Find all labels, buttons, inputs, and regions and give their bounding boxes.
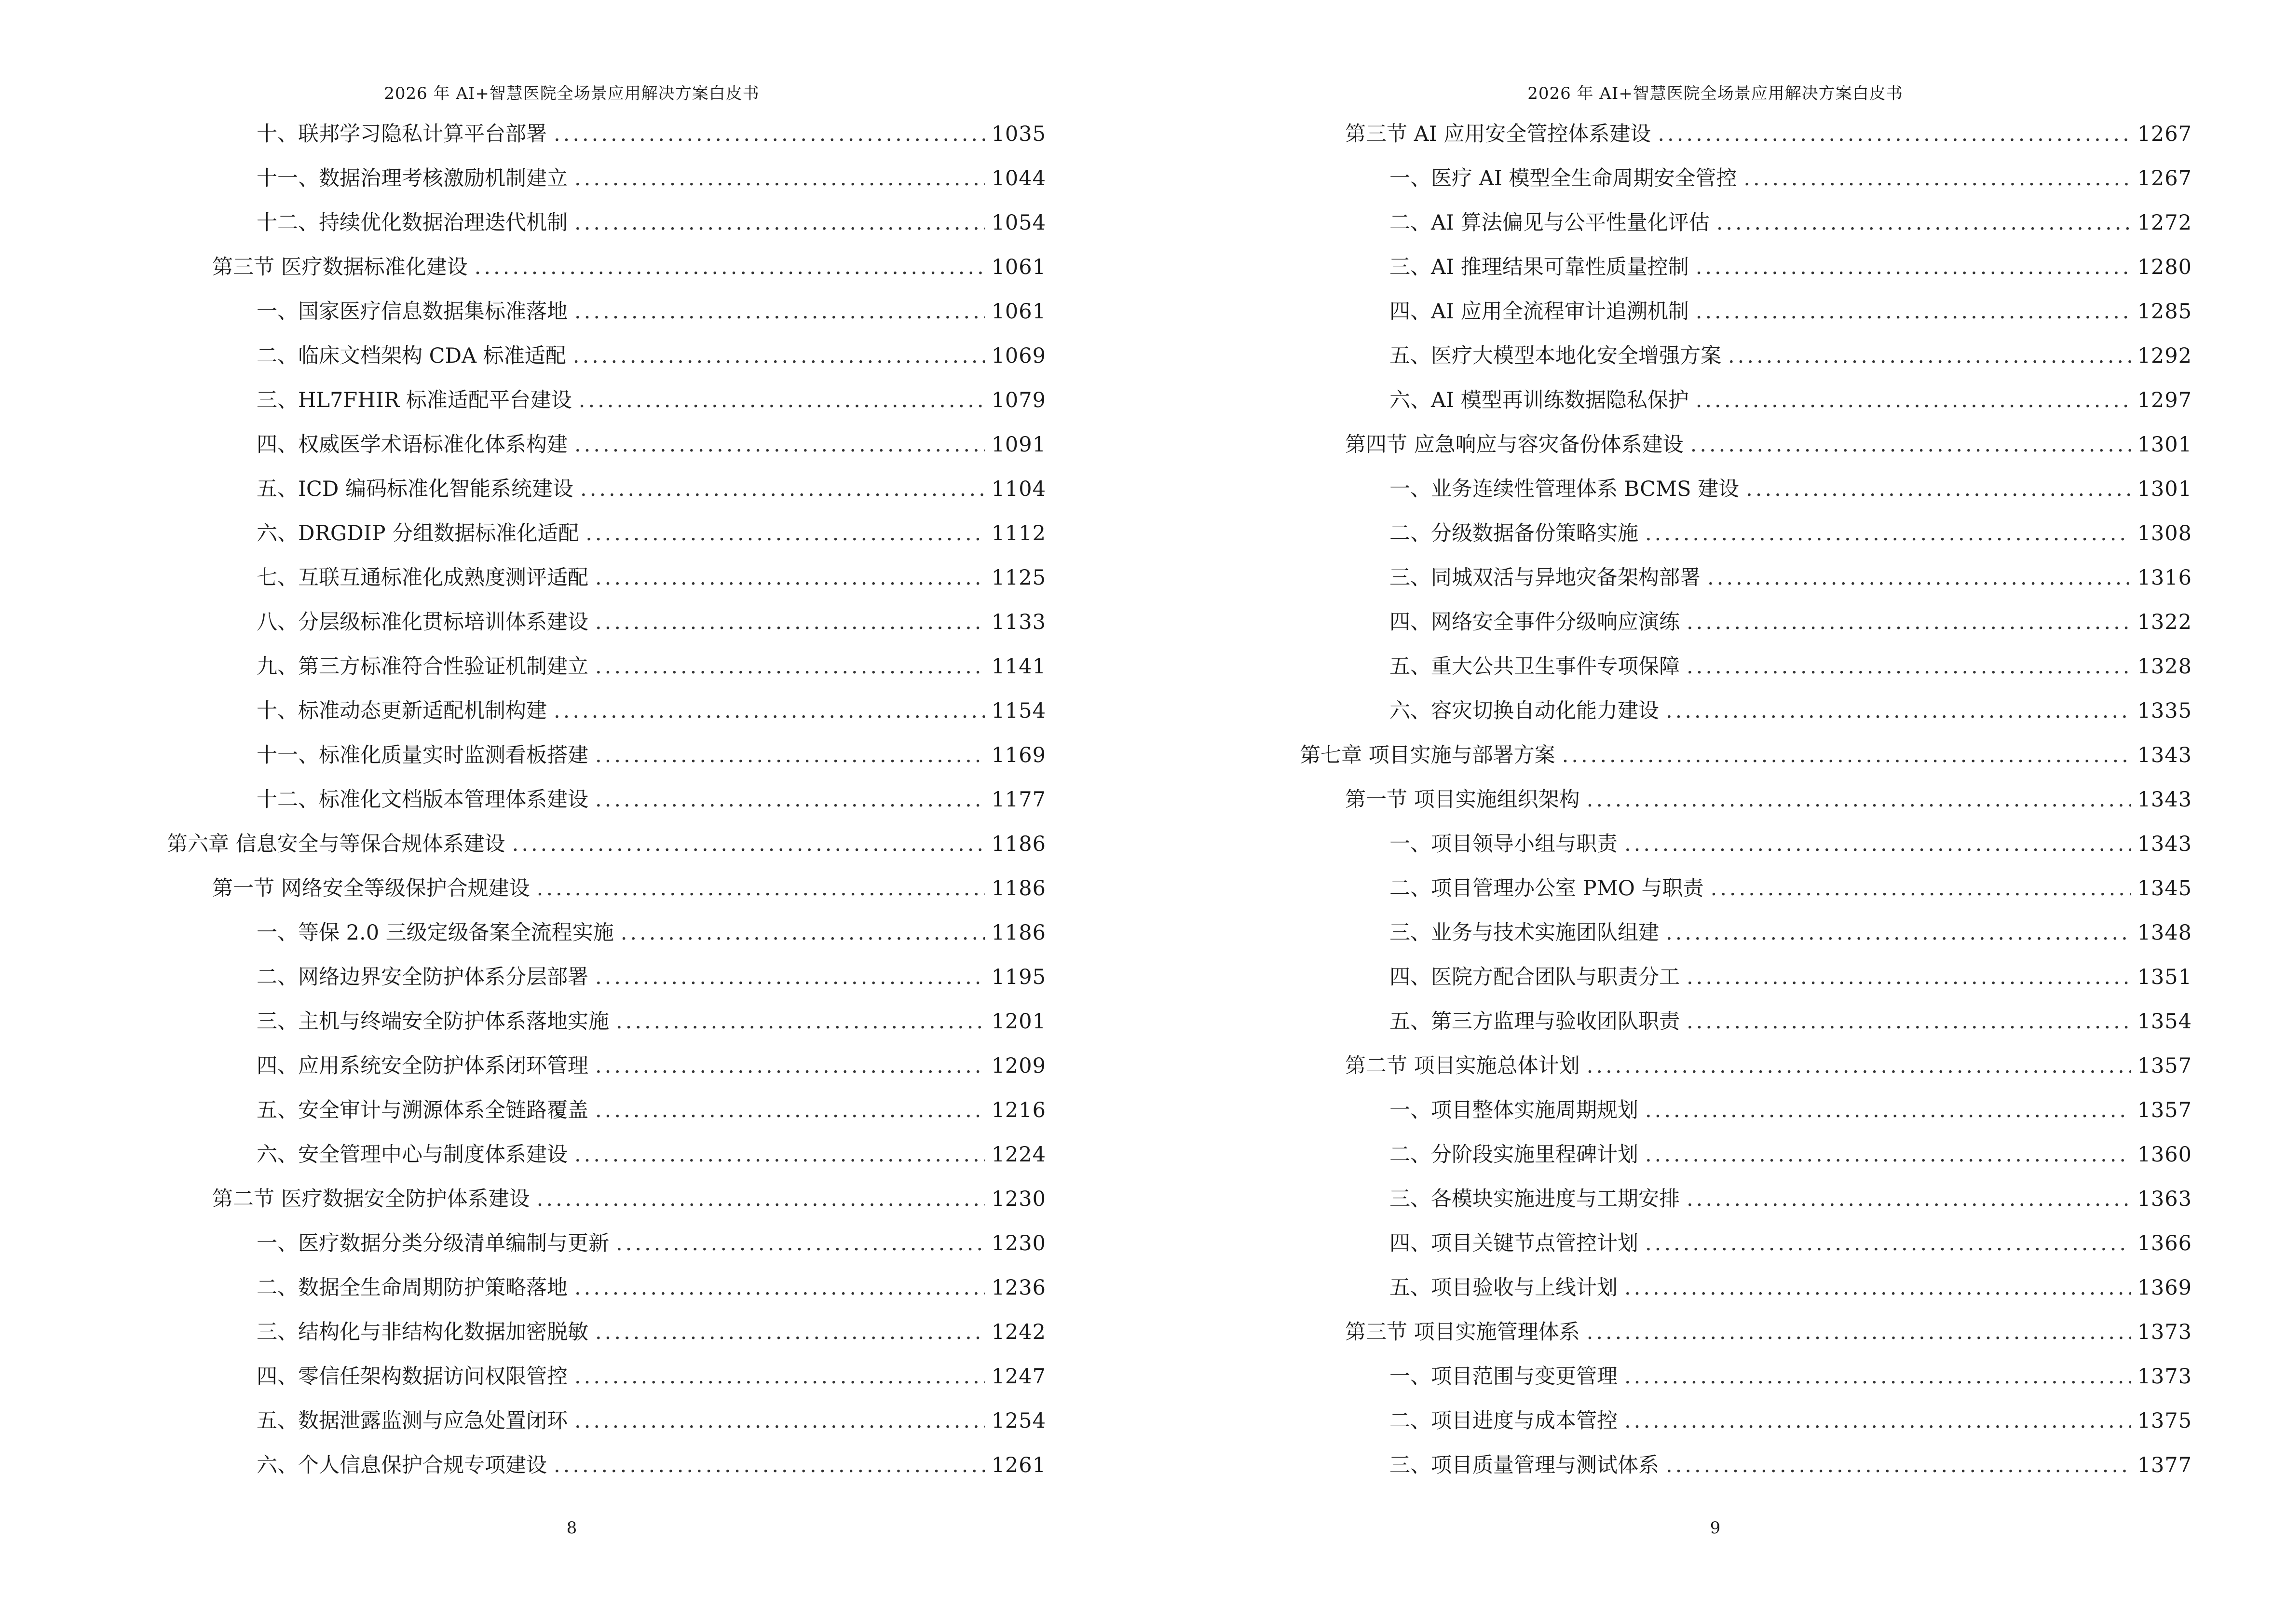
toc-entry-label: 一、医疗数据分类分级清单编制与更新 — [257, 1231, 609, 1256]
toc-entry[interactable] — [1389, 1229, 2192, 1258]
toc-entry-label: 二、网络边界安全防护体系分层部署 — [257, 965, 588, 989]
dot-leader — [475, 253, 985, 282]
toc-entry-page: 1035 — [991, 122, 1046, 146]
dot-leader — [595, 652, 985, 681]
toc-entry-page: 1104 — [991, 477, 1046, 501]
dot-leader — [1687, 1007, 2131, 1036]
toc-entry-label: 八、分层级标准化贯标培训体系建设 — [257, 610, 588, 634]
toc-entry[interactable] — [257, 563, 1046, 592]
toc-entry-label: 六、个人信息保护合规专项建设 — [257, 1453, 547, 1477]
dot-leader — [1587, 1318, 2131, 1347]
toc-entry-page: 1154 — [991, 699, 1046, 723]
toc-entry-page: 1272 — [2137, 211, 2192, 235]
toc-entry-page: 1247 — [991, 1365, 1046, 1389]
toc-entry[interactable] — [257, 918, 1046, 947]
toc-entry-page: 1357 — [2137, 1098, 2192, 1122]
toc-entry-page: 1236 — [991, 1276, 1046, 1300]
toc-entry[interactable] — [1389, 1140, 2192, 1169]
toc-entry-label: 一、医疗 AI 模型全生命周期安全管控 — [1389, 166, 1737, 191]
toc-entry-label: 九、第三方标准符合性验证机制建立 — [257, 655, 588, 679]
toc-entry-page: 1375 — [2137, 1409, 2192, 1433]
dot-leader — [574, 430, 985, 459]
toc-entry-label: 四、项目关键节点管控计划 — [1389, 1231, 1638, 1256]
toc-entry-page: 1216 — [991, 1098, 1046, 1122]
toc-entry[interactable] — [257, 608, 1046, 637]
toc-entry-page: 1366 — [2137, 1231, 2192, 1256]
toc-entry[interactable] — [257, 696, 1046, 725]
toc-entry-label: 一、项目范围与变更管理 — [1389, 1365, 1618, 1389]
toc-entry-label: 第三节 AI 应用安全管控体系建设 — [1345, 122, 1651, 146]
toc-entry-page: 1335 — [2137, 699, 2192, 723]
toc-entry-label: 第四节 应急响应与容灾备份体系建设 — [1345, 433, 1684, 457]
toc-section[interactable] — [1345, 785, 2192, 814]
dot-leader — [1645, 1096, 2131, 1125]
dot-leader — [574, 1273, 985, 1302]
toc-entry[interactable] — [1389, 1096, 2192, 1125]
dot-leader — [595, 963, 985, 992]
toc-entry-label: 第一节 网络安全等级保护合规建设 — [212, 876, 530, 901]
dot-leader — [1690, 430, 2131, 459]
toc-entry[interactable] — [1389, 696, 2192, 725]
toc-entry-label: 三、同城双活与异地灾备架构部署 — [1389, 566, 1701, 590]
toc-entry-page: 1267 — [2137, 166, 2192, 191]
dot-leader — [595, 1096, 985, 1125]
dot-leader — [1728, 341, 2131, 370]
toc-entry-page: 1377 — [2137, 1453, 2192, 1477]
toc-entry[interactable] — [1389, 519, 2192, 548]
toc-entry-page: 1169 — [991, 743, 1046, 767]
toc-entry-page: 1369 — [2137, 1276, 2192, 1300]
dot-leader — [1687, 1185, 2131, 1214]
toc-entry-label: 五、安全审计与溯源体系全链路覆盖 — [257, 1098, 588, 1122]
toc-entry-label: 三、主机与终端安全防护体系落地实施 — [257, 1010, 609, 1034]
toc-entry-page: 1054 — [991, 211, 1046, 235]
toc-section[interactable] — [212, 874, 1046, 903]
toc-entry-label: 四、零信任架构数据访问权限管控 — [257, 1365, 568, 1389]
toc-entry[interactable] — [1389, 918, 2192, 947]
toc-section[interactable] — [212, 1185, 1046, 1214]
dot-leader — [574, 297, 985, 326]
toc-entry-label: 第三节 项目实施管理体系 — [1345, 1320, 1580, 1344]
toc-entry-label: 五、第三方监理与验收团队职责 — [1389, 1010, 1680, 1034]
toc-entry[interactable] — [257, 1096, 1046, 1125]
toc-entry-label: 二、分级数据备份策略实施 — [1389, 521, 1638, 546]
dot-leader — [554, 120, 985, 149]
toc-entry-page: 1373 — [2137, 1320, 2192, 1344]
toc-entry-label: 五、数据泄露监测与应急处置闭环 — [257, 1409, 568, 1433]
toc-entry-page: 1301 — [2137, 477, 2192, 501]
dot-leader — [537, 874, 985, 903]
toc-entry-page: 1224 — [991, 1143, 1046, 1167]
toc-entry[interactable] — [1389, 874, 2192, 903]
toc-entry-label: 一、业务连续性管理体系 BCMS 建设 — [1389, 477, 1740, 501]
dot-leader — [1587, 1051, 2131, 1080]
toc-entry-label: 四、权威医学术语标准化体系构建 — [257, 433, 568, 457]
toc-entry-page: 1322 — [2137, 610, 2192, 634]
dot-leader — [1716, 208, 2131, 237]
dot-leader — [1645, 1229, 2131, 1258]
toc-entry[interactable] — [1389, 1273, 2192, 1302]
toc-entry-label: 二、项目进度与成本管控 — [1389, 1409, 1618, 1433]
toc-entry[interactable] — [257, 1007, 1046, 1036]
toc-entry-page: 1345 — [2137, 876, 2192, 901]
toc-section[interactable] — [212, 253, 1046, 282]
dot-leader — [554, 1451, 985, 1480]
dot-leader — [1696, 297, 2131, 326]
running-header: 2026 年 AI+智慧医院全场景应用解决方案白皮书 — [384, 84, 760, 103]
toc-entry-label: 第二节 项目实施总体计划 — [1345, 1054, 1580, 1078]
toc-entry[interactable] — [257, 208, 1046, 237]
toc-entry-page: 1348 — [2137, 921, 2192, 945]
dot-leader — [512, 830, 985, 859]
toc-entry-label: 三、业务与技术实施团队组建 — [1389, 921, 1659, 945]
toc-entry-page: 1343 — [2137, 832, 2192, 856]
dot-leader — [621, 918, 985, 947]
dot-leader — [1666, 918, 2131, 947]
toc-entry-page: 1343 — [2137, 788, 2192, 812]
toc-entry-page: 1360 — [2137, 1143, 2192, 1167]
toc-entry[interactable] — [257, 1406, 1046, 1435]
toc-entry-label: 一、项目整体实施周期规划 — [1389, 1098, 1638, 1122]
toc-entry-label: 十二、持续优化数据治理迭代机制 — [257, 211, 568, 235]
toc-entry-label: 一、项目领导小组与职责 — [1389, 832, 1618, 856]
toc-entry-page: 1186 — [991, 832, 1046, 856]
toc-entry-page: 1112 — [991, 521, 1046, 546]
toc-entry-page: 1297 — [2137, 388, 2192, 412]
toc-entry-label: 二、分阶段实施里程碑计划 — [1389, 1143, 1638, 1167]
dot-leader — [574, 164, 985, 193]
dot-leader — [1624, 830, 2131, 859]
toc-entry[interactable] — [257, 785, 1046, 814]
dot-leader — [554, 696, 985, 725]
toc-entry-label: 十二、标准化文档版本管理体系建设 — [257, 788, 588, 812]
dot-leader — [1624, 1406, 2131, 1435]
dot-leader — [595, 1051, 985, 1080]
dot-leader — [574, 1140, 985, 1169]
toc-entry[interactable] — [1389, 297, 2192, 326]
toc-entry[interactable] — [257, 120, 1046, 149]
toc-entry-page: 1280 — [2137, 255, 2192, 279]
dot-leader — [616, 1007, 985, 1036]
toc-entry-page: 1209 — [991, 1054, 1046, 1078]
dot-leader — [1707, 563, 2131, 592]
toc-entry-label: 十、联邦学习隐私计算平台部署 — [257, 122, 547, 146]
dot-leader — [595, 1318, 985, 1347]
toc-entry-page: 1186 — [991, 921, 1046, 945]
dot-leader — [537, 1185, 985, 1214]
toc-entry-label: 五、医疗大模型本地化安全增强方案 — [1389, 344, 1721, 368]
dot-leader — [585, 519, 984, 548]
dot-leader — [1711, 874, 2131, 903]
toc-entry-page: 1254 — [991, 1409, 1046, 1433]
toc-entry[interactable] — [1389, 475, 2192, 504]
toc-entry[interactable] — [257, 1140, 1046, 1169]
toc-entry-label: 二、临床文档架构 CDA 标准适配 — [257, 344, 566, 368]
toc-entry-label: 二、AI 算法偏见与公平性量化评估 — [1389, 211, 1710, 235]
toc-entry[interactable] — [1389, 652, 2192, 681]
toc-entry-label: 十一、数据治理考核激励机制建立 — [257, 166, 568, 191]
toc-entry-page: 1285 — [2137, 300, 2192, 324]
toc-section[interactable] — [1345, 1318, 2192, 1347]
dot-leader — [1743, 164, 2130, 193]
dot-leader — [1562, 741, 2131, 770]
toc-section[interactable] — [1345, 430, 2192, 459]
dot-leader — [580, 475, 985, 504]
toc-entry-page: 1261 — [991, 1453, 1046, 1477]
dot-leader — [595, 563, 985, 592]
toc-entry[interactable] — [257, 1362, 1046, 1391]
toc-entry-page: 1230 — [991, 1231, 1046, 1256]
toc-entry[interactable] — [1389, 563, 2192, 592]
toc-entry-page: 1125 — [991, 566, 1046, 590]
dot-leader — [595, 785, 985, 814]
right-page — [1144, 0, 2287, 1624]
toc-entry[interactable] — [257, 1451, 1046, 1480]
toc-entry[interactable] — [1389, 608, 2192, 637]
dot-leader — [1746, 475, 2130, 504]
toc-entry-page: 1343 — [2137, 743, 2192, 767]
toc-chapter[interactable] — [167, 830, 1046, 859]
toc-entry-page: 1186 — [991, 876, 1046, 901]
toc-entry-label: 四、应用系统安全防护体系闭环管理 — [257, 1054, 588, 1078]
toc-entry[interactable] — [257, 519, 1046, 548]
toc-entry[interactable] — [257, 1229, 1046, 1258]
dot-leader — [1666, 1451, 2131, 1480]
dot-leader — [1624, 1273, 2131, 1302]
toc-entry-page: 1357 — [2137, 1054, 2192, 1078]
toc-entry[interactable] — [1389, 1406, 2192, 1435]
toc-entry-page: 1061 — [991, 300, 1046, 324]
toc-section[interactable] — [1345, 1051, 2192, 1080]
toc-entry[interactable] — [257, 1318, 1046, 1347]
toc-entry-page: 1195 — [991, 965, 1046, 989]
toc-entry-label: 六、AI 模型再训练数据隐私保护 — [1389, 388, 1689, 412]
dot-leader — [1658, 120, 2130, 149]
toc-entry[interactable] — [1389, 164, 2192, 193]
dot-leader — [574, 1362, 985, 1391]
toc-entry-label: 第二节 医疗数据安全防护体系建设 — [212, 1187, 530, 1211]
toc-chapter[interactable] — [1300, 741, 2192, 770]
toc-entry-label: 六、安全管理中心与制度体系建设 — [257, 1143, 568, 1167]
toc-entry[interactable] — [257, 430, 1046, 459]
dot-leader — [1624, 1362, 2131, 1391]
toc-entry-page: 1133 — [991, 610, 1046, 634]
toc-entry[interactable] — [257, 652, 1046, 681]
dot-leader — [1696, 386, 2131, 415]
toc-entry-label: 四、AI 应用全流程审计追溯机制 — [1389, 300, 1689, 324]
toc-entry-page: 1091 — [991, 433, 1046, 457]
toc-entry-page: 1316 — [2137, 566, 2192, 590]
toc-entry-label: 一、等保 2.0 三级定级备案全流程实施 — [257, 921, 614, 945]
toc-entry-page: 1230 — [991, 1187, 1046, 1211]
dot-leader — [1687, 652, 2131, 681]
toc-entry-label: 三、HL7FHIR 标准适配平台建设 — [257, 388, 572, 412]
dot-leader — [1696, 253, 2131, 282]
toc-entry-label: 十、标准动态更新适配机制构建 — [257, 699, 547, 723]
dot-leader — [574, 1406, 985, 1435]
toc-entry-label: 第三节 医疗数据标准化建设 — [212, 255, 468, 279]
page-number: 8 — [566, 1518, 577, 1538]
dot-leader — [1645, 1140, 2131, 1169]
toc-entry-label: 第七章 项目实施与部署方案 — [1300, 743, 1555, 767]
dot-leader — [1687, 608, 2131, 637]
dot-leader — [574, 208, 985, 237]
toc-entry[interactable] — [1389, 341, 2192, 370]
toc-entry[interactable] — [257, 297, 1046, 326]
toc-entry[interactable] — [257, 1051, 1046, 1080]
toc-entry[interactable] — [257, 386, 1046, 415]
toc-entry[interactable] — [257, 1273, 1046, 1302]
toc-entry-label: 四、医院方配合团队与职责分工 — [1389, 965, 1680, 989]
toc-entry-page: 1201 — [991, 1010, 1046, 1034]
toc-entry-label: 六、DRGDIP 分组数据标准化适配 — [257, 521, 579, 546]
toc-entry-page: 1373 — [2137, 1365, 2192, 1389]
toc-entry[interactable] — [1389, 1451, 2192, 1480]
toc-entry-page: 1079 — [991, 388, 1046, 412]
toc-entry-page: 1308 — [2137, 521, 2192, 546]
toc-entry-page: 1044 — [991, 166, 1046, 191]
dot-leader — [573, 341, 985, 370]
toc-entry-label: 六、容灾切换自动化能力建设 — [1389, 699, 1659, 723]
toc-entry-page: 1351 — [2137, 965, 2192, 989]
dot-leader — [1645, 519, 2131, 548]
toc-entry-label: 五、项目验收与上线计划 — [1389, 1276, 1618, 1300]
page-number: 9 — [1710, 1518, 1721, 1538]
toc-entry-label: 二、项目管理办公室 PMO 与职责 — [1389, 876, 1704, 901]
toc-entry-label: 五、ICD 编码标准化智能系统建设 — [257, 477, 574, 501]
toc-entry-page: 1328 — [2137, 655, 2192, 679]
toc-entry[interactable] — [257, 164, 1046, 193]
toc-section[interactable] — [1345, 120, 2192, 149]
toc-entry-label: 一、国家医疗信息数据集标准落地 — [257, 300, 568, 324]
dot-leader — [1687, 963, 2131, 992]
toc-entry-page: 1242 — [991, 1320, 1046, 1344]
toc-entry-label: 第六章 信息安全与等保合规体系建设 — [167, 832, 505, 856]
toc-entry[interactable] — [257, 475, 1046, 504]
toc-entry-label: 三、各模块实施进度与工期安排 — [1389, 1187, 1680, 1211]
toc-entry-label: 四、网络安全事件分级响应演练 — [1389, 610, 1680, 634]
toc-entry-label: 三、项目质量管理与测试体系 — [1389, 1453, 1659, 1477]
toc-entry[interactable] — [1389, 208, 2192, 237]
toc-entry-page: 1267 — [2137, 122, 2192, 146]
toc-entry-label: 三、结构化与非结构化数据加密脱敏 — [257, 1320, 588, 1344]
dot-leader — [579, 386, 985, 415]
toc-entry[interactable] — [257, 341, 1046, 370]
toc-entry-label: 第一节 项目实施组织架构 — [1345, 788, 1580, 812]
toc-entry-label: 三、AI 推理结果可靠性质量控制 — [1389, 255, 1689, 279]
running-header: 2026 年 AI+智慧医院全场景应用解决方案白皮书 — [1527, 84, 1903, 103]
toc-entry[interactable] — [1389, 830, 2192, 859]
toc-entry-label: 七、互联互通标准化成熟度测评适配 — [257, 566, 588, 590]
toc-entry[interactable] — [1389, 963, 2192, 992]
toc-entry-page: 1177 — [991, 788, 1046, 812]
toc-entry-page: 1301 — [2137, 433, 2192, 457]
toc-entry-page: 1069 — [991, 344, 1046, 368]
toc-entry[interactable] — [1389, 253, 2192, 282]
toc-entry[interactable] — [1389, 1007, 2192, 1036]
dot-leader — [1666, 696, 2131, 725]
dot-leader — [1587, 785, 2131, 814]
toc-entry[interactable] — [1389, 386, 2192, 415]
dot-leader — [616, 1229, 985, 1258]
toc-entry-label: 十一、标准化质量实时监测看板搭建 — [257, 743, 588, 767]
toc-entry-page: 1141 — [991, 655, 1046, 679]
toc-entry-page: 1363 — [2137, 1187, 2192, 1211]
toc-entry-page: 1292 — [2137, 344, 2192, 368]
toc-entry[interactable] — [257, 963, 1046, 992]
toc-entry-page: 1354 — [2137, 1010, 2192, 1034]
toc-entry[interactable] — [1389, 1185, 2192, 1214]
dot-leader — [595, 608, 985, 637]
toc-entry[interactable] — [1389, 1362, 2192, 1391]
toc-entry-page: 1061 — [991, 255, 1046, 279]
toc-entry[interactable] — [257, 741, 1046, 770]
toc-entry-label: 五、重大公共卫生事件专项保障 — [1389, 655, 1680, 679]
dot-leader — [595, 741, 985, 770]
toc-entry-label: 二、数据全生命周期防护策略落地 — [257, 1276, 568, 1300]
